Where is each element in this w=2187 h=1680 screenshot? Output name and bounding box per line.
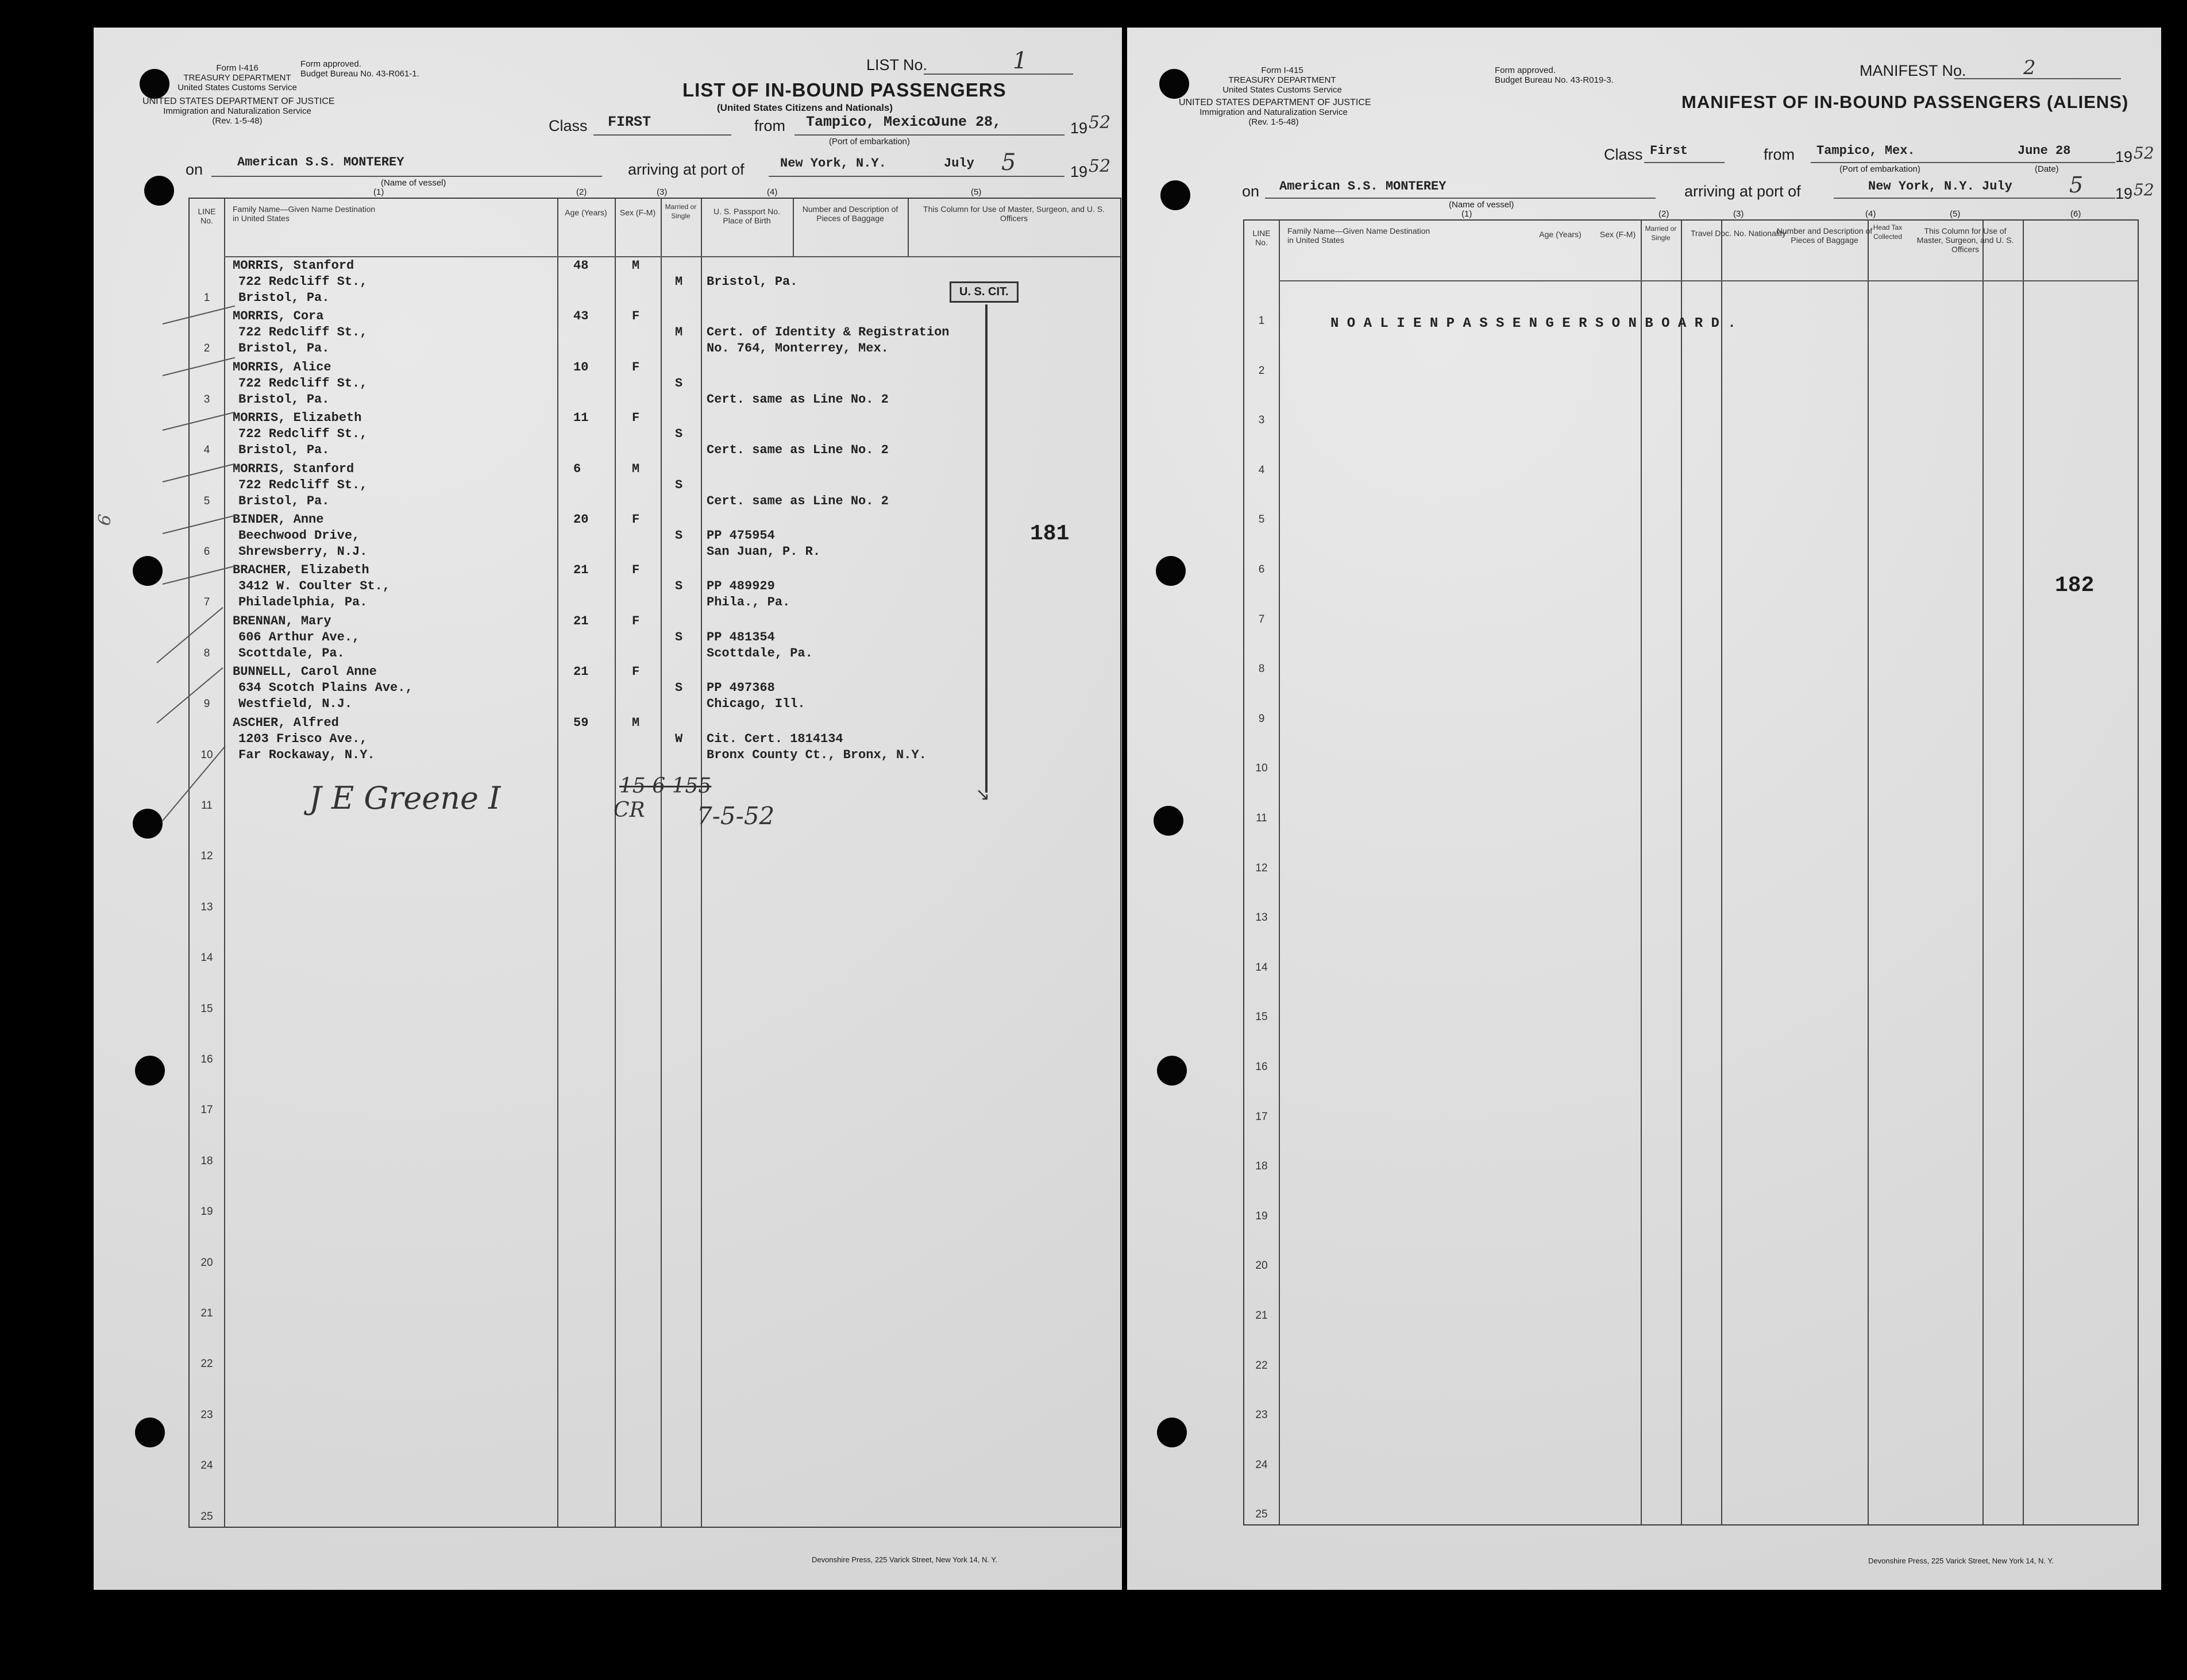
arrival-year-prefix: 19 — [2115, 185, 2133, 202]
col-number: (2) — [576, 187, 587, 197]
line-number: 22 — [1255, 1359, 1268, 1372]
printer-credit: Devonshire Press, 225 Varick Street, New York 14, N. Y. — [812, 1555, 997, 1564]
col-number: (6) — [2070, 209, 2081, 219]
line-number: 5 — [203, 495, 210, 507]
passenger-doc2: Scottdale, Pa. — [707, 646, 813, 661]
revision: (Rev. 1-5-48) — [212, 116, 263, 126]
manifest-number: 2 — [2023, 56, 2036, 79]
passenger-ms: W — [675, 731, 683, 746]
line-number: 2 — [1258, 364, 1265, 377]
department: TREASURY DEPARTMENT — [183, 73, 291, 83]
passenger-name: MORRIS, Alice — [233, 360, 331, 374]
col-number: (3) — [1733, 209, 1744, 219]
line-number: 23 — [1255, 1409, 1268, 1422]
line-number: 17 — [1255, 1110, 1268, 1123]
line-number: 9 — [1258, 712, 1265, 725]
header-married: Married or Single — [1645, 225, 1677, 242]
line-number: 10 — [200, 748, 213, 761]
port-caption: (Port of embarkation) — [1839, 164, 1920, 174]
line-number: 13 — [200, 901, 213, 913]
passenger-ms: M — [675, 325, 683, 340]
col-number: (5) — [1950, 209, 1961, 219]
vessel-caption: (Name of vessel) — [381, 178, 446, 188]
vessel-name: American S.S. MONTEREY — [1279, 179, 1447, 194]
passenger-doc2: Cert. same as Line No. 2 — [707, 493, 889, 508]
class-label: Class — [1604, 146, 1643, 163]
passenger-sex: F — [632, 512, 640, 527]
line-number: 25 — [200, 1510, 213, 1523]
line-number: 24 — [1255, 1458, 1268, 1471]
passenger-sex: M — [632, 461, 640, 476]
passenger-ms: S — [675, 579, 683, 594]
punch-hole — [1154, 806, 1183, 836]
form-title: LIST OF IN-BOUND PASSENGERS — [682, 79, 1006, 101]
arriving-label: arriving at port of — [628, 161, 745, 178]
punch-hole — [1160, 180, 1190, 210]
passenger-ms: S — [675, 376, 683, 391]
punch-hole — [1159, 69, 1189, 99]
passenger-doc2: No. 764, Monterrey, Mex. — [707, 341, 889, 356]
passenger-sex: M — [632, 715, 640, 730]
col-number: (1) — [373, 187, 384, 197]
arrival-year: 52 — [1089, 156, 1111, 176]
passenger-doc1: PP 475954 — [707, 528, 775, 543]
class-value: First — [1650, 144, 1688, 158]
passenger-addr1: 722 Redcliff St., — [238, 275, 368, 289]
line-number: 4 — [1258, 464, 1265, 476]
arrival-port: New York, N.Y. July — [1868, 179, 2012, 194]
passenger-addr1: 606 Arthur Ave., — [238, 629, 360, 644]
col-number: (4) — [767, 187, 778, 197]
passenger-age: 48 — [573, 258, 589, 273]
ins-service: Immigration and Naturalization Service — [1199, 107, 1348, 117]
col-number: (5) — [971, 187, 982, 197]
passenger-doc1: Cert. of Identity & Registration — [707, 325, 950, 340]
header-officers: This Column for Use of Master, Surgeon, and U. S. Officers — [923, 204, 1105, 223]
ins-service: Immigration and Naturalization Service — [163, 106, 311, 116]
header-headtax: Head Tax Collected — [1873, 223, 1903, 241]
header-line-no: LINE No. — [198, 207, 216, 225]
line-number: 21 — [200, 1307, 213, 1319]
header-sex: Sex (F-M) — [619, 208, 656, 217]
passenger-ms: S — [675, 427, 683, 442]
passenger-sex: F — [632, 563, 640, 578]
passenger-addr2: Bristol, Pa. — [238, 291, 330, 305]
col-number: (1) — [1461, 209, 1472, 219]
passenger-age: 20 — [573, 512, 589, 527]
header-baggage: Number and Description of Pieces of Baggage — [802, 204, 898, 223]
class-label: Class — [549, 117, 588, 134]
line-number: 2 — [203, 342, 210, 355]
inspection-date: 7-5-52 — [697, 802, 775, 830]
header-married: Married or Single — [665, 203, 697, 220]
inspector-initials: CR — [614, 798, 645, 822]
passenger-doc2: Cert. same as Line No. 2 — [707, 392, 889, 407]
bracket-arrow: ↘ — [975, 785, 990, 804]
passenger-addr2: Bristol, Pa. — [238, 392, 330, 407]
line-number: 22 — [200, 1358, 213, 1370]
passenger-addr1: 722 Redcliff St., — [238, 376, 368, 391]
header-age: Age (Years) — [565, 208, 607, 217]
passenger-ms: S — [675, 477, 683, 492]
header-passport: U. S. Passport No. Place of Birth — [713, 207, 780, 225]
line-number: 7 — [203, 596, 210, 609]
passenger-addr1: 722 Redcliff St., — [238, 325, 368, 340]
vessel-name: American S.S. MONTEREY — [237, 155, 404, 169]
department: TREASURY DEPARTMENT — [1228, 75, 1336, 85]
passenger-sex: M — [632, 258, 640, 273]
line-number: 13 — [1255, 912, 1268, 924]
passenger-addr2: Philadelphia, Pa. — [238, 595, 368, 610]
sheet-number: 181 — [1030, 522, 1070, 546]
header-age: Age (Years) — [1539, 230, 1582, 239]
line-number: 20 — [1255, 1260, 1268, 1272]
bracket-line — [985, 304, 988, 793]
no-aliens-statement: N O A L I E N P A S S E N G E R S O N B O A R D . — [1330, 316, 1736, 331]
passenger-addr2: Bristol, Pa. — [238, 341, 330, 356]
year-prefix: 19 — [1070, 119, 1088, 137]
margin-note: 6 — [94, 513, 116, 527]
line-number: 24 — [200, 1459, 213, 1472]
passenger-name: MORRIS, Stanford — [233, 258, 354, 273]
passenger-doc1: PP 497368 — [707, 681, 775, 696]
line-number: 18 — [200, 1154, 213, 1167]
passenger-addr1: 722 Redcliff St., — [238, 427, 368, 442]
passenger-ms: S — [675, 528, 683, 543]
passenger-name: MORRIS, Elizabeth — [233, 411, 362, 426]
line-number: 6 — [1258, 563, 1265, 576]
line-number: 16 — [200, 1053, 213, 1065]
line-number: 14 — [200, 952, 213, 964]
line-number: 1 — [1258, 315, 1265, 327]
punch-hole — [133, 556, 163, 586]
passenger-age: 59 — [573, 715, 589, 730]
passenger-addr2: Scottdale, Pa. — [238, 646, 345, 661]
from-label: from — [1764, 146, 1795, 163]
form-number: Form I-416 — [216, 63, 259, 73]
passenger-addr1: 3412 W. Coulter St., — [238, 579, 391, 594]
date-caption: (Date) — [2035, 164, 2059, 174]
line-number: 12 — [1255, 862, 1268, 874]
on-label: on — [1242, 183, 1260, 200]
form-approved: Form approved. — [300, 59, 361, 69]
passenger-sex: F — [632, 360, 640, 374]
passenger-name: BINDER, Anne — [233, 512, 324, 527]
passenger-doc2: Chicago, Ill. — [707, 697, 805, 712]
passenger-addr2: Far Rockaway, N.Y. — [238, 747, 375, 762]
passenger-doc2: Bronx County Ct., Bronx, N.Y. — [707, 747, 927, 762]
col-number: (3) — [657, 187, 668, 197]
passenger-doc2: Cert. same as Line No. 2 — [707, 443, 889, 458]
arrival-port: New York, N.Y. — [780, 156, 886, 171]
header-line-no: LINE No. — [1252, 229, 1271, 247]
arrival-month: July — [944, 156, 974, 171]
alien-table — [1243, 219, 2139, 1525]
vessel-caption: (Name of vessel) — [1449, 200, 1514, 210]
line-number: 16 — [1255, 1061, 1268, 1073]
passenger-doc2: Phila., Pa. — [707, 595, 790, 610]
passenger-sex: F — [632, 309, 640, 324]
line-number: 25 — [1255, 1508, 1268, 1521]
line-number: 7 — [1258, 613, 1265, 625]
passenger-count-struck: 15 6 155 — [619, 774, 712, 798]
line-number: 10 — [1255, 762, 1268, 775]
col-number: (4) — [1865, 209, 1876, 219]
class-value: FIRST — [608, 114, 651, 130]
alien-manifest-sheet — [1127, 28, 2161, 1590]
punch-hole — [135, 1418, 165, 1447]
passenger-age: 6 — [573, 461, 581, 476]
passenger-doc2: San Juan, P. R. — [707, 544, 821, 559]
passenger-sex: F — [632, 613, 640, 628]
sheet-number: 182 — [2055, 573, 2095, 598]
arrival-year-prefix: 19 — [1070, 163, 1088, 180]
justice-dept: UNITED STATES DEPARTMENT OF JUSTICE — [1179, 98, 1371, 107]
punch-hole — [144, 176, 174, 206]
punch-hole — [1157, 1418, 1187, 1447]
passenger-addr1: 1203 Frisco Ave., — [238, 731, 368, 746]
header-travel: Travel Doc. No. Nationality — [1691, 229, 1786, 238]
arrival-day: 5 — [1001, 149, 1016, 176]
passenger-addr2: Westfield, N.J. — [238, 697, 353, 712]
from-label: from — [754, 117, 785, 134]
line-number: 19 — [1255, 1210, 1268, 1222]
passenger-addr2: Shrewsberry, N.J. — [238, 544, 368, 559]
passenger-sex: F — [632, 665, 640, 679]
year-value: 52 — [1089, 113, 1111, 133]
passenger-name: BRACHER, Elizabeth — [233, 563, 369, 578]
from-port: Tampico, Mexico — [806, 114, 936, 130]
header-name: Family Name—Given Name Destination in United States — [1287, 226, 1430, 245]
passenger-ms: M — [675, 275, 683, 289]
passenger-name: MORRIS, Stanford — [233, 461, 354, 476]
service: United States Customs Service — [178, 83, 297, 92]
passenger-age: 11 — [573, 411, 589, 426]
line-number: 19 — [200, 1206, 213, 1218]
passenger-table — [188, 198, 1121, 1528]
header-name: Family Name—Given Name Destination in United States — [233, 204, 376, 223]
line-number: 15 — [1255, 1011, 1268, 1024]
form-title: MANIFEST OF IN-BOUND PASSENGERS (ALIENS) — [1681, 92, 2129, 112]
line-number: 14 — [1255, 961, 1268, 974]
line-number: 1 — [203, 292, 210, 304]
year-prefix: 19 — [2115, 148, 2133, 165]
list-number: 1 — [1013, 48, 1028, 74]
arrival-day: 5 — [2069, 172, 2084, 198]
form-approved: Form approved. — [1495, 65, 1556, 75]
from-port: Tampico, Mex. — [1816, 144, 1915, 158]
punch-hole — [1157, 1056, 1187, 1086]
inspector-signature: J E Greene I — [309, 780, 501, 816]
passenger-age: 21 — [573, 665, 589, 679]
line-number: 4 — [203, 444, 210, 457]
line-number: 21 — [1255, 1310, 1268, 1322]
passenger-addr1: 634 Scotch Plains Ave., — [238, 681, 413, 696]
header-officers: This Column for Use of Master, Surgeon, and U. S. Officers — [1916, 226, 2014, 254]
port-caption: (Port of embarkation) — [829, 137, 910, 146]
from-date: June 28, — [932, 114, 1002, 130]
revision: (Rev. 1-5-48) — [1248, 117, 1299, 127]
passenger-age: 10 — [573, 360, 589, 374]
service: United States Customs Service — [1222, 85, 1342, 95]
passenger-name: MORRIS, Cora — [233, 309, 324, 324]
printer-credit: Devonshire Press, 225 Varick Street, New York 14, N. Y. — [1868, 1557, 2054, 1565]
passenger-addr1: 722 Redcliff St., — [238, 477, 368, 492]
line-number: 12 — [200, 850, 213, 863]
line-number: 20 — [200, 1256, 213, 1269]
arrival-year: 52 — [2134, 180, 2154, 199]
form-number: Form I-415 — [1261, 65, 1303, 75]
from-date: June 28 — [2018, 144, 2071, 158]
passenger-age: 21 — [573, 613, 589, 628]
passenger-name: BUNNELL, Carol Anne — [233, 665, 377, 679]
punch-hole — [133, 809, 163, 839]
passenger-name: ASCHER, Alfred — [233, 715, 339, 730]
passenger-age: 43 — [573, 309, 589, 324]
passenger-addr2: Bristol, Pa. — [238, 443, 330, 458]
us-citizen-stamp: U. S. CIT. — [950, 281, 1019, 303]
budget-number: Budget Bureau No. 43-R061-1. — [300, 69, 419, 79]
passenger-doc1: Cit. Cert. 1814134 — [707, 731, 843, 746]
line-number: 8 — [1258, 663, 1265, 675]
line-number: 15 — [200, 1002, 213, 1015]
punch-hole — [1156, 556, 1186, 586]
passenger-doc1: PP 489929 — [707, 579, 775, 594]
form-subtitle: (United States Citizens and Nationals) — [717, 102, 893, 113]
line-number: 18 — [1255, 1160, 1268, 1173]
passenger-name: BRENNAN, Mary — [233, 613, 331, 628]
passenger-age: 21 — [573, 563, 589, 578]
header-baggage: Number and Description of Pieces of Baggage — [1776, 226, 1873, 245]
col-number: (2) — [1658, 209, 1669, 219]
list-number-label: LIST No. — [866, 56, 928, 74]
punch-hole — [135, 1056, 165, 1086]
passenger-ms: S — [675, 681, 683, 696]
line-number: 17 — [200, 1104, 213, 1117]
line-number: 3 — [1258, 414, 1265, 427]
line-number: 6 — [203, 546, 210, 558]
justice-dept: UNITED STATES DEPARTMENT OF JUSTICE — [142, 96, 335, 106]
passenger-addr1: Beechwood Drive, — [238, 528, 360, 543]
budget-number: Budget Bureau No. 43-R019-3. — [1495, 75, 1614, 85]
passenger-doc1: Bristol, Pa. — [707, 275, 798, 289]
year-value: 52 — [2134, 144, 2154, 163]
passenger-addr2: Bristol, Pa. — [238, 493, 330, 508]
line-number: 11 — [1256, 812, 1267, 824]
arriving-label: arriving at port of — [1684, 183, 1801, 200]
line-number: 11 — [201, 800, 213, 812]
line-number: 23 — [200, 1408, 213, 1421]
line-number: 5 — [1258, 513, 1265, 526]
on-label: on — [186, 161, 203, 178]
passenger-ms: S — [675, 629, 683, 644]
passenger-sex: F — [632, 411, 640, 426]
line-number: 3 — [203, 393, 210, 405]
manifest-number-label: MANIFEST No. — [1860, 62, 1966, 79]
line-number: 8 — [203, 647, 210, 659]
passenger-list-sheet — [94, 28, 1122, 1590]
line-number: 9 — [203, 698, 210, 710]
header-sex: Sex (F-M) — [1599, 230, 1636, 239]
passenger-doc1: PP 481354 — [707, 629, 775, 644]
